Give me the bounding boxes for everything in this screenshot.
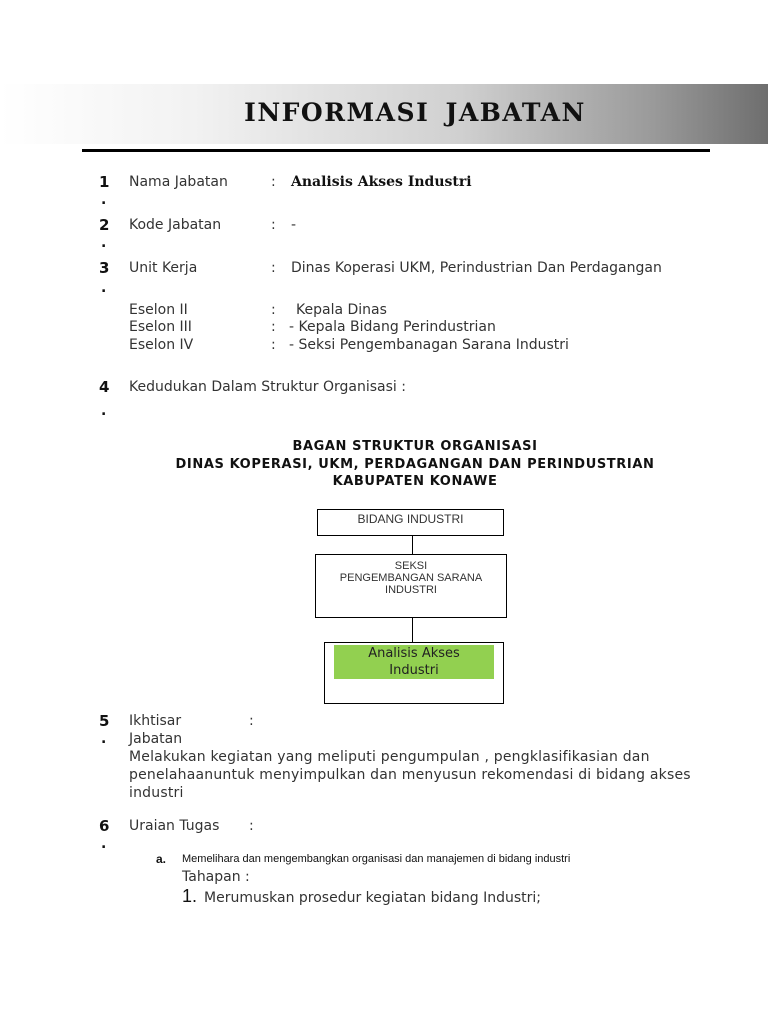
org-connector [412, 618, 413, 642]
item-number: 4 [99, 378, 110, 396]
page-title: INFORMASI JABATAN [244, 98, 586, 127]
item-number-dot: . [101, 235, 107, 251]
eselon-separator: : [271, 319, 276, 335]
org-box-label: BIDANG INDUSTRI [357, 512, 464, 526]
item-label: Unit Kerja [129, 260, 198, 276]
item-label: Ikhtisar [129, 713, 182, 729]
sub-letter: a. [156, 852, 167, 866]
item-number-dot: . [101, 836, 107, 852]
item-separator: : [249, 818, 254, 834]
chart-title-line: DINAS KOPERASI, UKM, PERDAGANGAN DAN PERINDUSTRIAN [175, 457, 655, 472]
item-separator: : [249, 713, 254, 729]
org-box-label: PENGEMBANGAN SARANA [339, 572, 483, 584]
org-box-highlight [334, 645, 494, 679]
item-number-dot: . [101, 280, 107, 296]
item-number: 1 [99, 173, 110, 191]
item-label: Nama Jabatan [129, 174, 228, 190]
item-value: - [291, 217, 297, 233]
eselon-separator: : [271, 337, 276, 353]
item-separator: : [271, 260, 276, 276]
eselon-label: Eselon III [129, 319, 192, 335]
item-label: Uraian Tugas [129, 818, 220, 834]
org-connector [412, 536, 413, 554]
tahapan-label: Tahapan : [182, 869, 250, 885]
ikhtisar-text: Melakukan kegiatan yang meliputi pengumpulan , pengklasifikasian dan penelahaanuntuk menyimpulkan dan menyusun rekomendasi di bidang akses industri [129, 749, 691, 801]
item-number-dot: . [101, 192, 107, 208]
eselon-value: - Seksi Pengembanagan Sarana Industri [289, 337, 569, 353]
item-number: 6 [99, 817, 110, 835]
item-separator: : [271, 174, 276, 190]
item-number-dot: . [101, 731, 107, 747]
item-number: 5 [99, 712, 110, 730]
step-text: Merumuskan prosedur kegiatan bidang Industri; [204, 890, 541, 906]
item-label-continued: Jabatan [129, 731, 183, 747]
item-value: Dinas Koperasi UKM, Perindustrian Dan Perdagangan [291, 260, 662, 276]
item-separator: : [271, 217, 276, 233]
step-number: 1. [182, 886, 198, 906]
org-box-label: INDUSTRI [385, 584, 437, 596]
item-label: Kedudukan Dalam Struktur Organisasi : [129, 379, 406, 395]
org-box-label: SEKSI [394, 560, 428, 572]
eselon-separator: : [271, 302, 276, 318]
chart-title-line: KABUPATEN KONAWE [332, 474, 498, 489]
org-box-label: Industri [389, 663, 439, 678]
eselon-value: - Kepala Bidang Perindustrian [289, 319, 496, 335]
item-number: 3 [99, 259, 110, 277]
org-box-label: Analisis Akses [368, 646, 460, 661]
item-number: 2 [99, 216, 110, 234]
org-box-bidang-industri [317, 509, 504, 536]
org-box-seksi [315, 554, 507, 618]
item-value: Analisis Akses Industri [291, 174, 472, 190]
eselon-label: Eselon IV [129, 337, 194, 353]
eselon-label: Eselon II [129, 302, 188, 318]
sub-task-text: Memelihara dan mengembangkan organisasi dan manajemen di bidang industri [182, 853, 571, 865]
title-rule [82, 149, 710, 152]
chart-title-line: BAGAN STRUKTUR ORGANISASI [292, 439, 538, 454]
item-label: Kode Jabatan [129, 217, 222, 233]
item-number-dot: . [101, 403, 107, 419]
eselon-value: Kepala Dinas [296, 302, 387, 318]
